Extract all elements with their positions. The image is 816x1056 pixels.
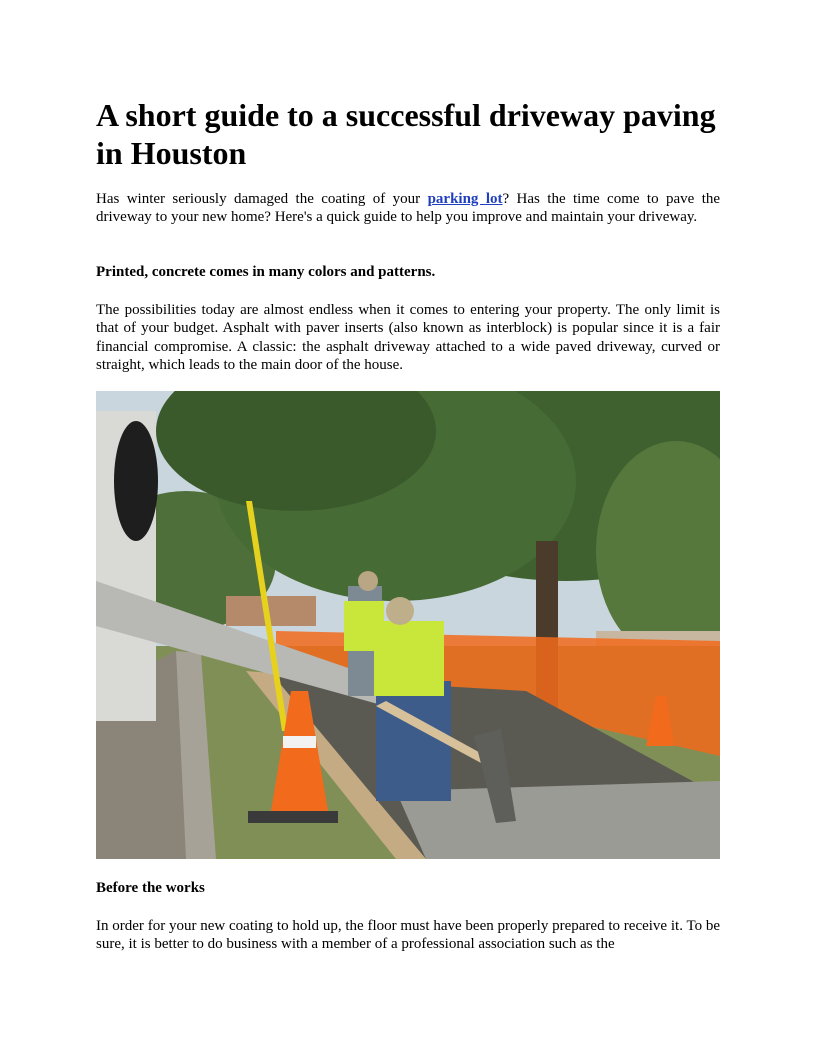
subheading-printed-concrete: Printed, concrete comes in many colors and patterns. bbox=[96, 264, 436, 280]
page-title: A short guide to a successful driveway paving in Houston bbox=[96, 97, 716, 171]
intro-text-start: Has winter seriously damaged the coating of your bbox=[96, 191, 428, 207]
intro-text-end: ? Has the time come to pave the driveway to your new home? Here's a quick guide to help you improve and maintain your driveway. bbox=[96, 191, 721, 226]
photo-icon bbox=[96, 391, 720, 859]
body-paragraph-preparation: In order for your new coating to hold up, the floor must have been properly prepared to receive it. To be sure, it is better to do business with a member of a professional association such as the bbox=[96, 918, 720, 953]
body-paragraph-possibilities: The possibilities today are almost endless when it comes to entering your property. The only limit is that of your budget. Asphalt with paver inserts (also known as interblock) is popular since it is a fair financial compromise. A classic: the asphalt driveway attached to a wide paved driveway, curved or straight, which leads to the main door of the house. bbox=[96, 302, 720, 374]
intro-paragraph bbox=[96, 190, 720, 227]
driveway-paving-photo bbox=[96, 391, 720, 859]
subheading-before-the-works: Before the works bbox=[96, 880, 205, 896]
parking-lot-link[interactable]: parking lot bbox=[427, 191, 503, 207]
